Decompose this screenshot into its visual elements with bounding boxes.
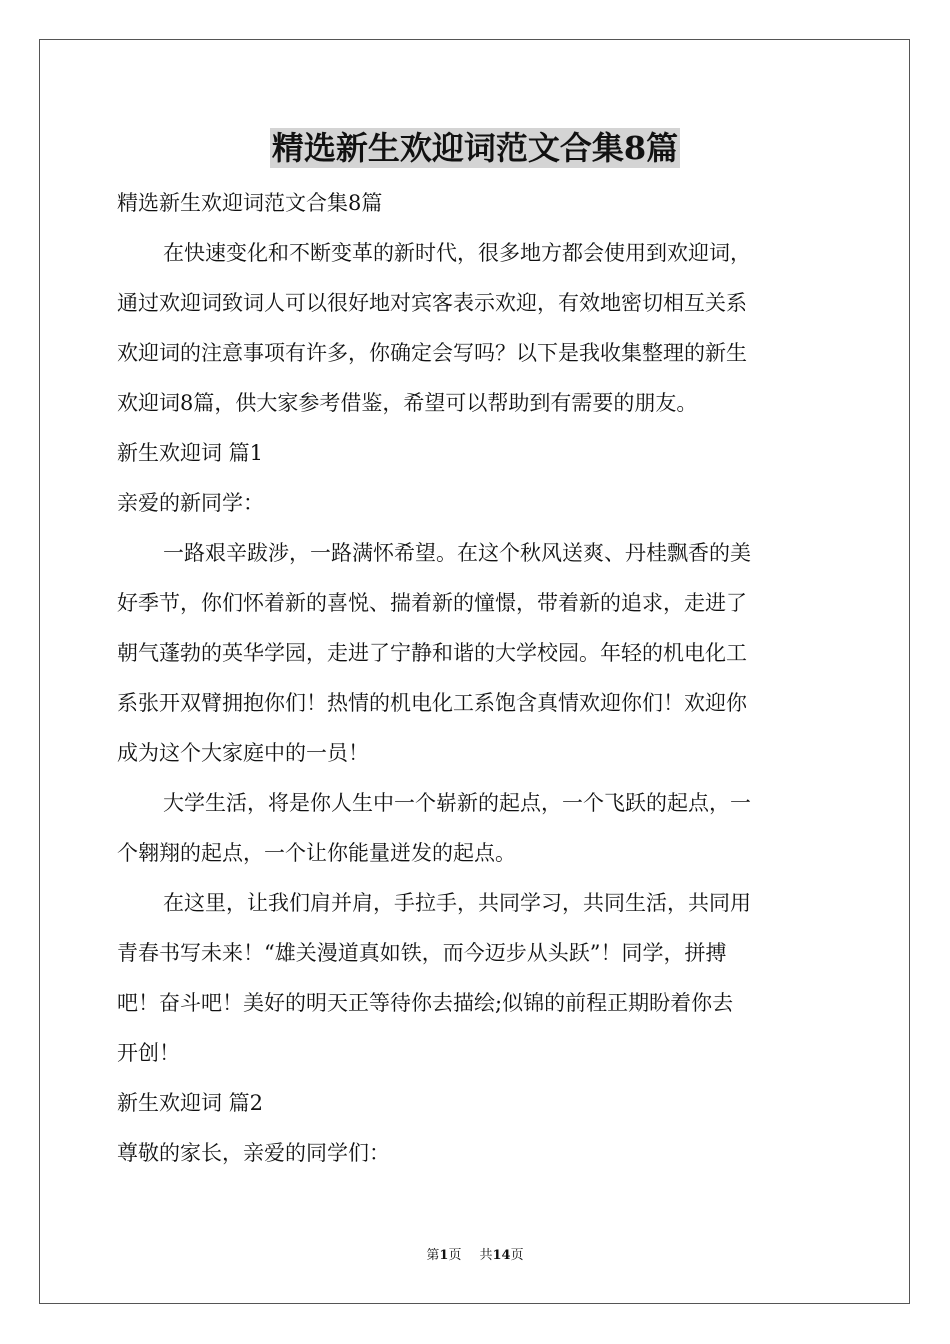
page-number-prefix: 第 — [426, 1248, 440, 1263]
text-line: 新生欢迎词 篇1 — [117, 441, 264, 465]
text-line: 欢迎词8篇，供大家参考借鉴，希望可以帮助到有需要的朋友。 — [117, 391, 698, 415]
text-line: 吧！奋斗吧！美好的明天正等待你去描绘;似锦的前程正期盼着你去 — [117, 991, 734, 1015]
text-line: 好季节，你们怀着新的喜悦、揣着新的憧憬，带着新的追求，走进了 — [117, 591, 747, 615]
text-line: 青春书写未来！“雄关漫道真如铁，而今迈步从头跃”！同学，拼搏 — [117, 941, 727, 965]
text-line: 在快速变化和不断变革的新时代，很多地方都会使用到欢迎词， — [163, 241, 751, 265]
page-total-suffix: 页 — [510, 1248, 524, 1263]
text-line: 大学生活，将是你人生中一个崭新的起点，一个飞跃的起点，一 — [163, 791, 751, 815]
text-line: 开创！ — [117, 1041, 180, 1065]
page-total: 14 — [492, 1248, 511, 1263]
text-line: 新生欢迎词 篇2 — [117, 1091, 264, 1115]
text-line: 朝气蓬勃的英华学园，走进了宁静和谐的大学校园。年轻的机电化工 — [117, 641, 747, 665]
document-title: 精选新生欢迎词范文合集8篇 — [271, 129, 679, 167]
document-body — [117, 178, 835, 1178]
page-total-prefix: 共 — [479, 1248, 493, 1263]
page-current: 1 — [439, 1248, 449, 1263]
text-line: 在这里，让我们肩并肩，手拉手，共同学习，共同生活，共同用 — [163, 891, 751, 915]
page-footer — [0, 1246, 950, 1266]
text-line: 个翱翔的起点，一个让你能量迸发的起点。 — [117, 841, 516, 865]
text-line: 精选新生欢迎词范文合集8篇 — [117, 191, 383, 215]
title-container — [0, 128, 950, 168]
page-number-suffix: 页 — [448, 1248, 462, 1263]
text-line: 尊敬的家长，亲爱的同学们： — [117, 1141, 390, 1165]
text-line: 通过欢迎词致词人可以很好地对宾客表示欢迎，有效地密切相互关系 — [117, 291, 747, 315]
text-line: 系张开双臂拥抱你们！热情的机电化工系饱含真情欢迎你们！欢迎你 — [117, 691, 747, 715]
text-line: 亲爱的新同学： — [117, 491, 264, 515]
text-line: 一路艰辛跋涉，一路满怀希望。在这个秋风送爽、丹桂飘香的美 — [163, 541, 751, 565]
text-line: 成为这个大家庭中的一员！ — [117, 741, 369, 765]
text-line: 欢迎词的注意事项有许多，你确定会写吗？以下是我收集整理的新生 — [117, 341, 747, 365]
